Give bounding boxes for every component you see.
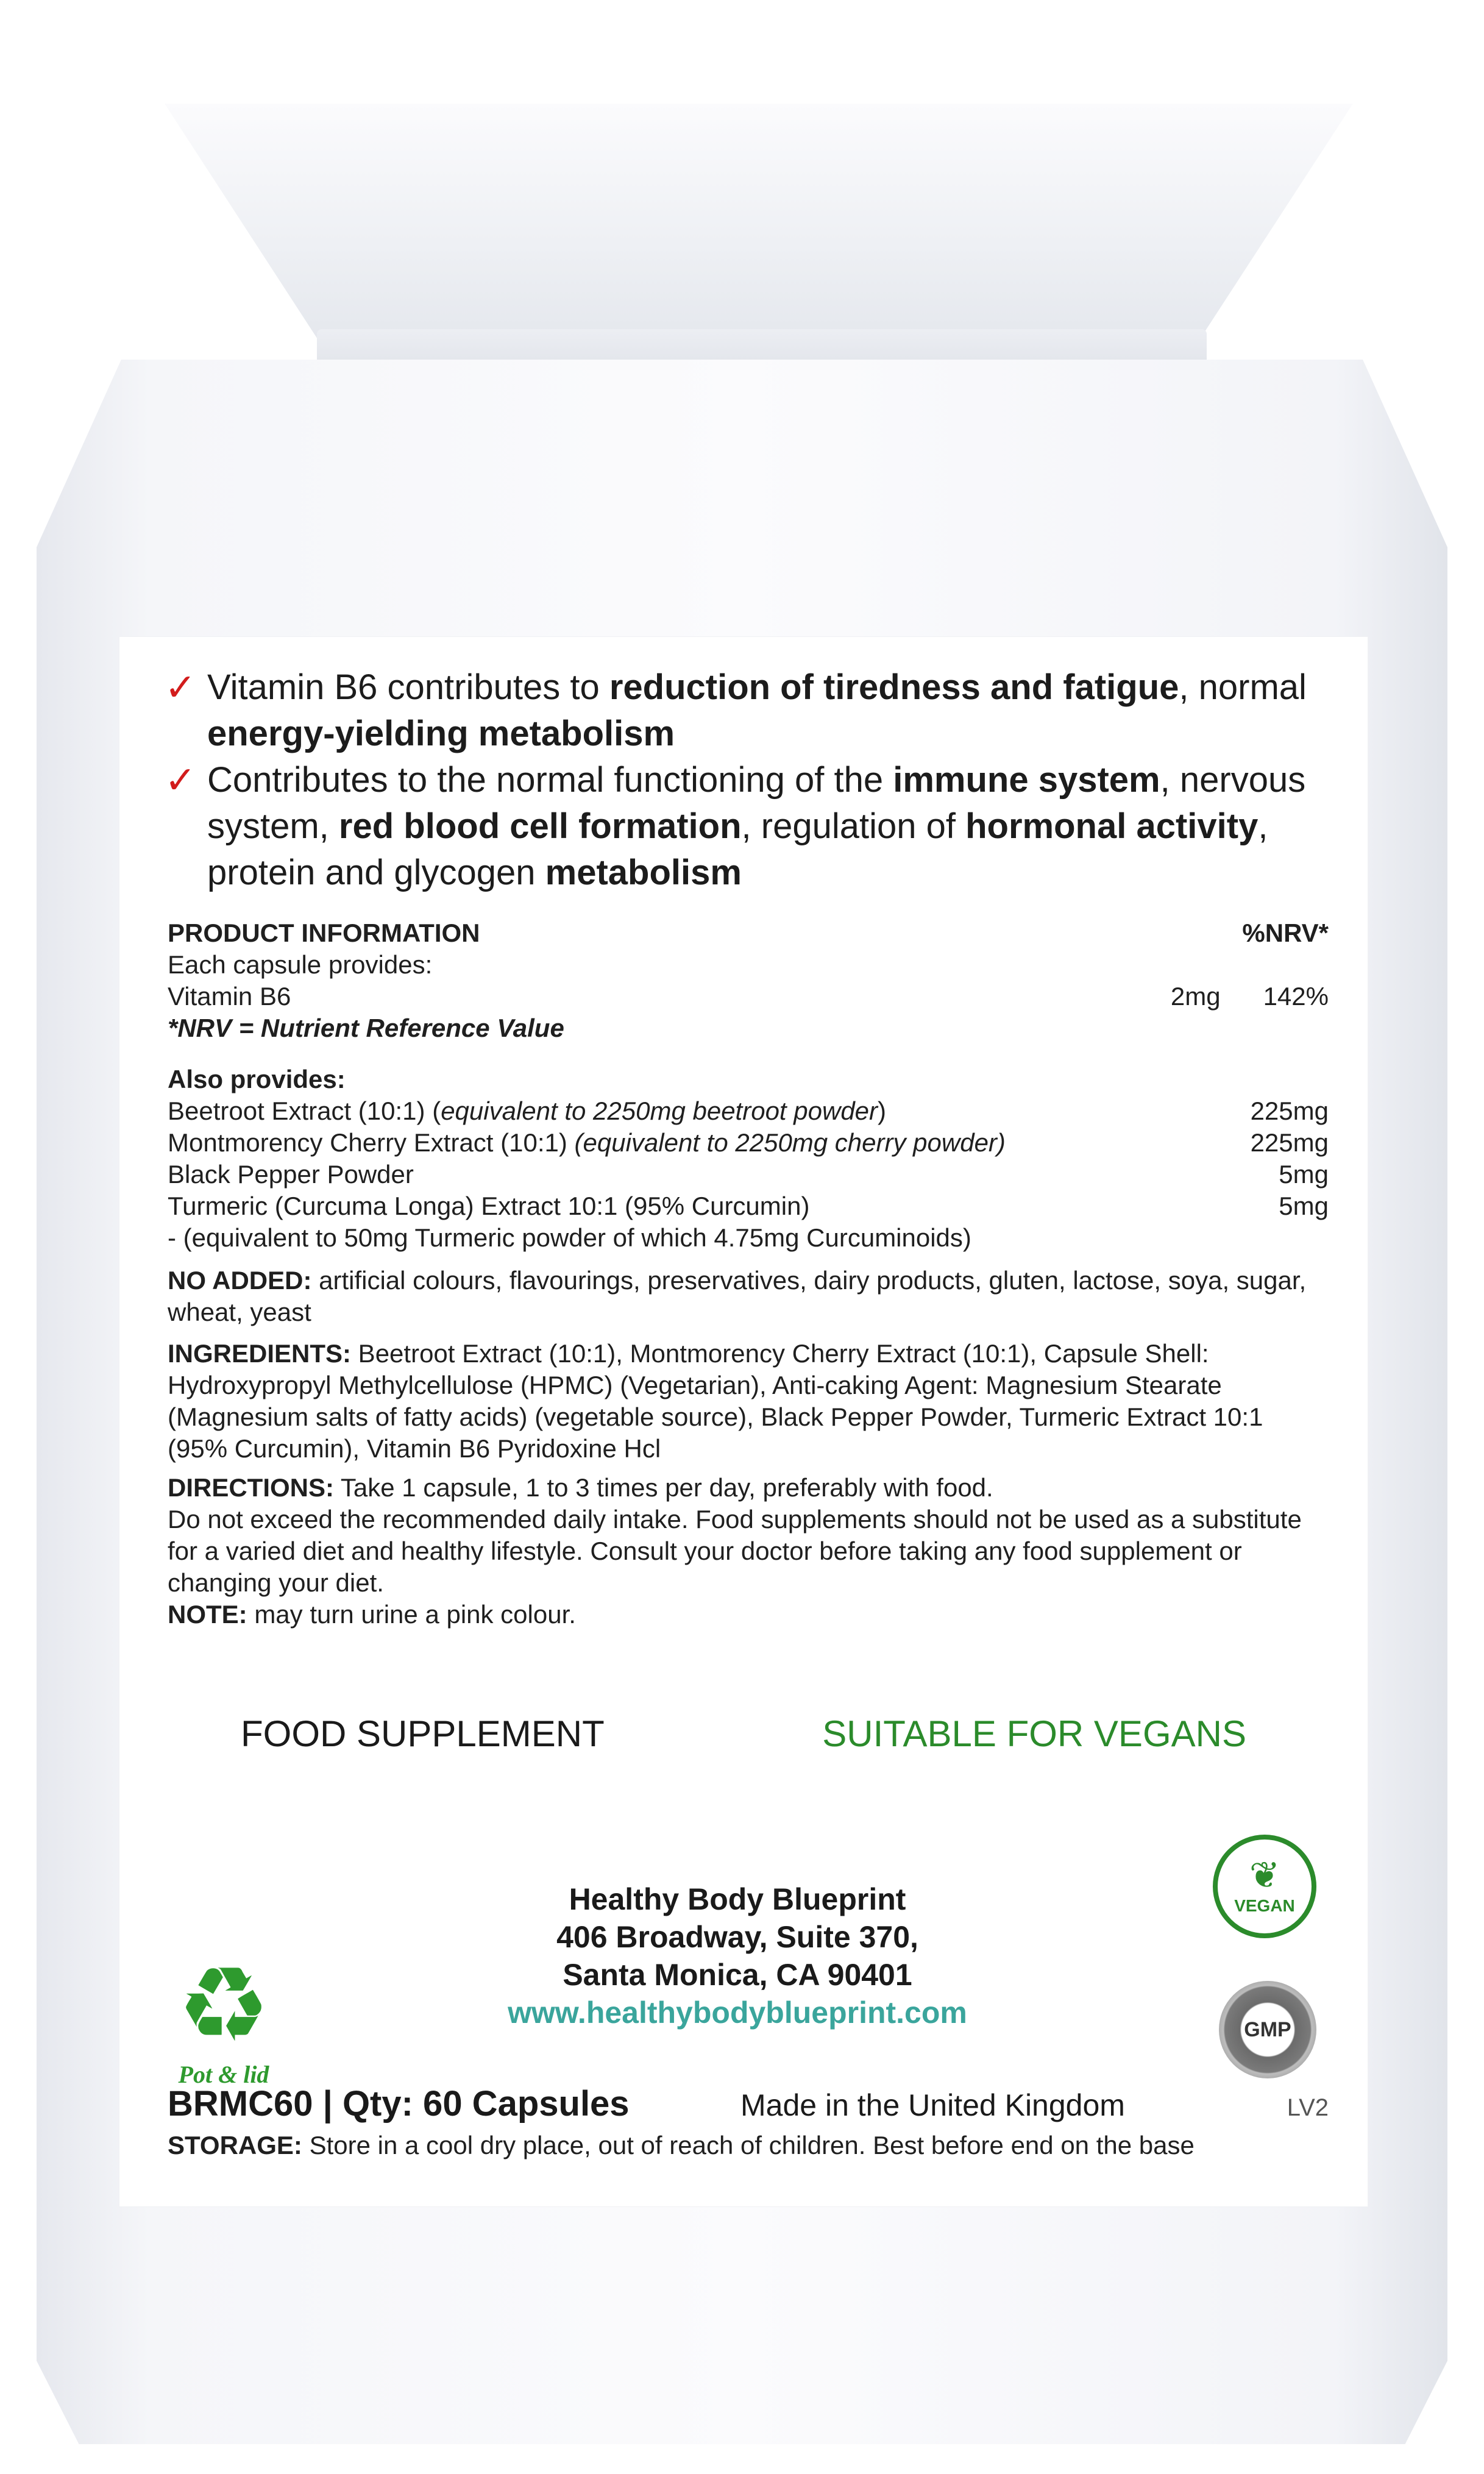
ingredient-name-group bbox=[168, 1127, 1006, 1159]
turmeric-note: - (equivalent to 50mg Turmeric powder of which 4.75mg Curcuminoids) bbox=[168, 1223, 971, 1252]
ingredient-name-group bbox=[168, 1159, 414, 1190]
storage bbox=[168, 2131, 1344, 2160]
health-claims bbox=[165, 664, 1353, 896]
ingredient-amount: 5mg bbox=[1279, 1192, 1329, 1220]
street-address: 406 Broadway, Suite 370, bbox=[556, 1920, 918, 1954]
ingredients-text: Beetroot Extract (10:1), Montmorency Cherry Extract (10:1), Capsule Shell: Hydroxypropyl Methylcellulose (HPMC) (Vegetarian), Anti-caking Agent: Magnesium Stearate (Magnesium salts of fatty acids) (vegetable source), Black Pepper Powder, Turmeric Extract 10:1 (95% Curcumin), Vitamin B6 Pyridoxine Hcl bbox=[168, 1339, 1263, 1463]
ingredient-row bbox=[168, 1127, 1329, 1159]
claim-text: metabolism bbox=[545, 853, 742, 892]
claim-text: hormonal activity bbox=[965, 806, 1259, 846]
no-added-label: NO ADDED: bbox=[168, 1266, 312, 1295]
gmp-badge-text: GMP bbox=[1243, 2005, 1292, 2054]
ingredient-name: Beetroot Extract (10:1) ( bbox=[168, 1097, 441, 1125]
product-information bbox=[168, 917, 1329, 1044]
ingredient-row bbox=[168, 1095, 1329, 1127]
website-link[interactable]: www.healthybodyblueprint.com bbox=[508, 1996, 967, 2030]
claim-text: immune system bbox=[893, 760, 1160, 800]
company-name: Healthy Body Blueprint bbox=[569, 1882, 906, 1916]
vitamin-name: Vitamin B6 bbox=[168, 982, 291, 1011]
claim-text: , nervous system, bbox=[207, 760, 1306, 846]
claim-text: , protein and glycogen bbox=[207, 806, 1268, 892]
food-supplement-text: FOOD SUPPLEMENT bbox=[241, 1713, 605, 1754]
ingredient-name: Black Pepper Powder bbox=[168, 1160, 414, 1189]
recycle-icon: ♻ bbox=[177, 1945, 271, 2066]
claim-text: reduction of tiredness and fatigue bbox=[609, 667, 1179, 707]
product-code-qty: BRMC60 | Qty: 60 Capsules bbox=[168, 2084, 630, 2124]
check-icon: ✓ bbox=[165, 758, 196, 802]
supplement-line bbox=[241, 1713, 1246, 1755]
storage-text: Store in a cool dry place, out of reach of children. Best before end on the base bbox=[302, 2131, 1195, 2159]
vitamin-amount: 2mg bbox=[1170, 982, 1221, 1011]
vegan-badge bbox=[1213, 1835, 1316, 1938]
claim-text: red blood cell formation bbox=[338, 806, 742, 846]
code-quantity-line bbox=[168, 2083, 1329, 2124]
claim-text: energy-yielding metabolism bbox=[207, 714, 675, 753]
gmp-badge bbox=[1219, 1981, 1316, 2078]
ingredient-row bbox=[168, 1159, 1329, 1190]
note-text: may turn urine a pink colour. bbox=[247, 1600, 576, 1629]
recycle-label: Pot & lid bbox=[178, 2061, 269, 2088]
directions-warning: Do not exceed the recommended daily intake. Food supplements should not be used as a substitute for a varied diet and healthy lifestyle. Consult your doctor before taking any food supplement or changing your diet. bbox=[168, 1505, 1302, 1597]
ingredient-equivalent: (equivalent to 2250mg cherry powder) bbox=[574, 1128, 1006, 1157]
ingredients bbox=[168, 1338, 1329, 1465]
claim-text: Vitamin B6 contributes to bbox=[207, 667, 609, 707]
ingredient-equivalent: equivalent to 2250mg beetroot powder bbox=[441, 1097, 878, 1125]
note-label: NOTE: bbox=[168, 1600, 247, 1629]
no-added bbox=[168, 1265, 1329, 1328]
nrv-heading: %NRV* bbox=[1242, 919, 1329, 947]
also-provides-heading: Also provides: bbox=[168, 1065, 346, 1093]
ingredient-name-group bbox=[168, 1095, 886, 1127]
made-in-text: Made in the United Kingdom bbox=[740, 2088, 1125, 2122]
lv-code: LV2 bbox=[1287, 2094, 1329, 2121]
ingredient-amount: 225mg bbox=[1250, 1128, 1329, 1157]
ingredient-name: Turmeric (Curcuma Longa) Extract 10:1 (95% Curcumin) bbox=[168, 1192, 810, 1220]
ingredient-name: Montmorency Cherry Extract (10:1) bbox=[168, 1128, 575, 1157]
vegan-badge-text: VEGAN bbox=[1234, 1896, 1295, 1915]
product-info-heading: PRODUCT INFORMATION bbox=[168, 919, 480, 947]
no-added-text: artificial colours, flavourings, preservatives, dairy products, gluten, lactose, soya, sugar, wheat, yeast bbox=[168, 1266, 1307, 1326]
city-address: Santa Monica, CA 90401 bbox=[563, 1958, 912, 1992]
ingredients-label: INGREDIENTS: bbox=[168, 1339, 352, 1368]
ingredient-amount: 5mg bbox=[1279, 1160, 1329, 1189]
directions-text: Take 1 capsule, 1 to 3 times per day, preferably with food. bbox=[334, 1473, 993, 1502]
claim-text: , regulation of bbox=[741, 806, 966, 846]
health-claim bbox=[165, 664, 1353, 757]
suitable-vegans-text: SUITABLE FOR VEGANS bbox=[822, 1713, 1246, 1754]
vitamin-nrv: 142% bbox=[1263, 982, 1329, 1011]
recycle-badge bbox=[166, 1945, 282, 2103]
claim-text: , normal bbox=[1179, 667, 1307, 707]
ingredient-close: ) bbox=[878, 1097, 887, 1125]
directions bbox=[168, 1472, 1329, 1630]
leaf-icon: ❦ bbox=[1249, 1854, 1280, 1897]
check-icon: ✓ bbox=[165, 665, 196, 709]
health-claim bbox=[165, 757, 1353, 896]
also-provides bbox=[168, 1064, 1329, 1254]
ingredient-amount: 225mg bbox=[1250, 1097, 1329, 1125]
ingredient-row bbox=[168, 1190, 1329, 1222]
storage-label: STORAGE: bbox=[168, 2131, 302, 2159]
claim-text: Contributes to the normal functioning of the bbox=[207, 760, 893, 800]
nrv-note: *NRV = Nutrient Reference Value bbox=[168, 1014, 564, 1042]
directions-label: DIRECTIONS: bbox=[168, 1473, 334, 1502]
each-capsule-text: Each capsule provides: bbox=[168, 950, 433, 979]
ingredient-name-group bbox=[168, 1190, 809, 1222]
company-address bbox=[427, 1880, 1048, 2031]
